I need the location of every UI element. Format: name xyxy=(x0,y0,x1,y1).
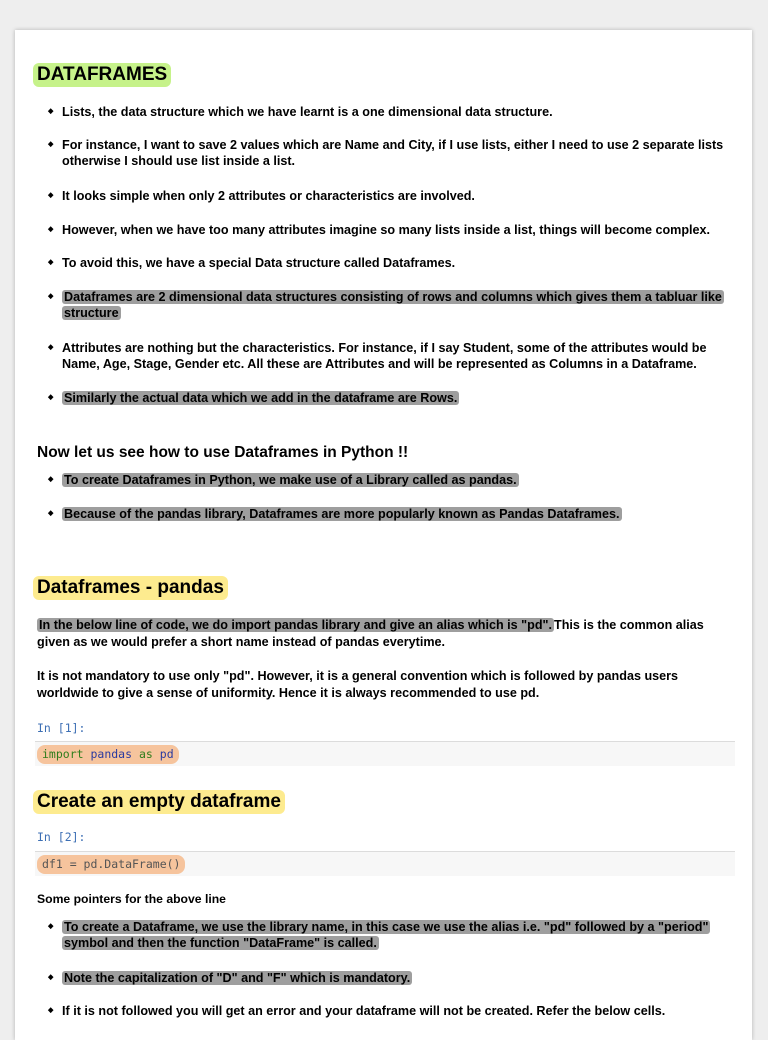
bullet-7-text: are nothing but the characteristics. For instance, if I say Student, some of the attributes would be Name, Age, Stage, Gender etc. All these are Attributes and will be represented as xyxy=(62,341,707,371)
bullet-2: ◆ For instance, I want to save 2 values which are Name and City, if I use lists, either I need to use 2 separate lists otherwise I should use list inside a list. xyxy=(62,137,734,169)
paragraph-alias-bold: "pd". xyxy=(521,618,552,632)
empty-dataframe-heading: Create an empty dataframe xyxy=(33,790,285,814)
bullet-5-text: To avoid this, we have a special Data structure called xyxy=(62,256,380,270)
pandas-heading: Dataframes - pandas xyxy=(33,576,228,600)
paragraph-alias xyxy=(37,617,727,651)
python-bullet-2 xyxy=(62,506,734,522)
bullet-4: ◆ However, when we have too many attributes imagine so many lists inside a list, things will become complex. xyxy=(62,222,734,238)
code-module-pandas: pandas xyxy=(90,747,133,761)
bullet-8 xyxy=(62,390,734,406)
pointer-bullet-1 xyxy=(62,919,734,951)
python-heading: Now let us see how to use Dataframes in Python !! xyxy=(37,444,409,461)
paragraph-alias-rest: This is the common alias given as we would prefer a short name instead of pandas everytime. xyxy=(37,618,704,649)
code-cell-1-source xyxy=(37,745,179,764)
code-keyword-as: as xyxy=(138,747,153,761)
code-cell-2[interactable] xyxy=(35,851,735,876)
pointers-heading: Some pointers for the above line xyxy=(37,892,226,906)
bullet-1: ◆ Lists, the data structure which we have learnt is a one dimensional data structure. xyxy=(62,104,734,120)
code-alias-pd: pd xyxy=(159,747,174,761)
paragraph-convention: It is not mandatory to use only "pd". However, it is a general convention which is followed by pandas users worldwide to give a sense of uniformity. Hence it is always recommended to use pd. xyxy=(37,669,679,700)
bullet-6 xyxy=(62,289,734,321)
python-bullet-2-text: Because of the pandas library, Dataframes are more popularly known as Pandas Dataframes. xyxy=(64,507,620,521)
code-keyword-import: import xyxy=(42,747,84,761)
bullet-7-bold-columns: Columns xyxy=(549,357,603,371)
paragraph-alias-highlight xyxy=(37,618,554,632)
bullet-5-bold: Dataframes. xyxy=(383,256,456,270)
pointer-bullet-2 xyxy=(62,970,734,986)
bullet-8-bold: Rows. xyxy=(420,391,458,405)
bullet-7-bold-attributes: Attributes xyxy=(62,341,122,355)
python-bullet-1-bold: pandas. xyxy=(469,473,517,487)
python-bullet-1 xyxy=(62,472,734,488)
bullet-8-text: Similarly the actual data which we add in the dataframe are xyxy=(64,391,417,405)
bullet-6-text: Dataframes are 2 dimensional data structures consisting of rows and columns which gives them a tabluar like structure xyxy=(64,290,722,320)
cell-prompt-1: In [1]: xyxy=(37,721,86,735)
dataframes-heading: DATAFRAMES xyxy=(33,63,171,87)
bullet-8-highlight xyxy=(62,391,459,405)
python-bullet-1-text: To create Dataframes in Python, we make use of a Library called as xyxy=(64,473,466,487)
pointer-bullet-3: ◆ If it is not followed you will get an error and your dataframe will not be created. Refer the below cells. xyxy=(62,1003,734,1019)
paragraph-alias-text: In the below line of code, we do import pandas library and give an alias which is xyxy=(39,618,518,632)
pointer-bullet-1-text: To create a Dataframe, we use the library name, in this case we use the alias i.e. "pd" followed by a "period" symbol and then the function "DataFrame" is called. xyxy=(64,920,709,950)
python-bullet-1-highlight xyxy=(62,473,519,487)
code-cell-2-source: df1 = pd.DataFrame() xyxy=(37,855,185,874)
cell-prompt-2: In [2]: xyxy=(37,830,86,844)
document-page xyxy=(15,30,752,1040)
bullet-7 xyxy=(62,340,734,372)
code-cell-1[interactable] xyxy=(35,741,735,766)
bullet-3: ◆ It looks simple when only 2 attributes or characteristics are involved. xyxy=(62,188,734,204)
bullet-5 xyxy=(62,255,734,271)
bullet-7-end: in a Dataframe. xyxy=(606,357,697,371)
pointer-bullet-2-text: Note the capitalization of "D" and "F" which is mandatory. xyxy=(64,971,411,985)
